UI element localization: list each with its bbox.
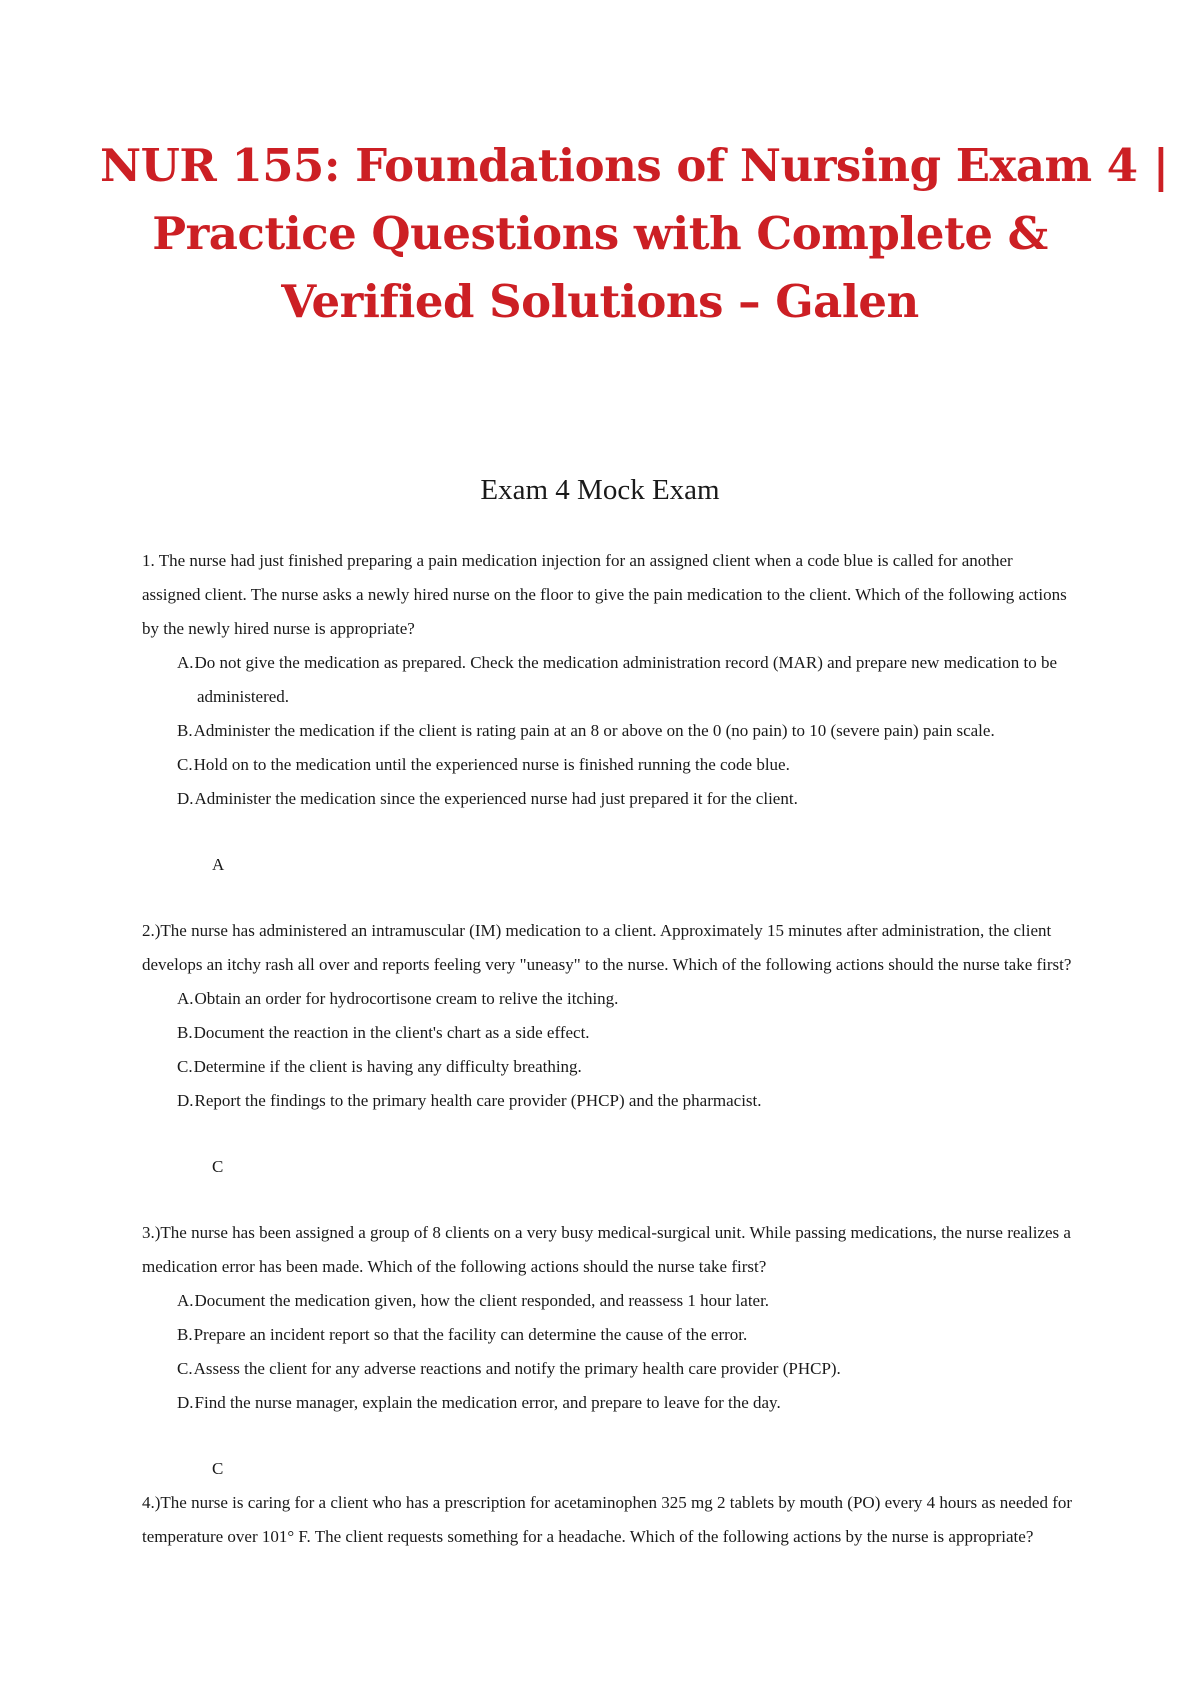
answer-key: C [212,1157,224,1176]
question-3 [142,1216,1072,1486]
option-letter: D. [177,789,194,808]
option-letter: D. [177,1393,194,1412]
option-c [142,748,1072,782]
option-d [142,1386,1072,1420]
question-stem: The nurse had just finished preparing a pain medication injection for an assigned client when a code blue is called for another assigned client. The nurse asks a newly hired nurse on the floor to give the pain medication to the client. Which of the following actions by the newly hired nurse is appropriate? [142,551,1067,638]
option-b [142,1318,1072,1352]
option-b [142,714,1072,748]
document-subtitle: Exam 4 Mock Exam [480,474,720,506]
answer-key: C [212,1459,224,1478]
option-text: Hold on to the medication until the experienced nurse is finished running the code blue. [193,755,790,774]
question-1 [142,544,1072,914]
question-text [142,914,1072,982]
option-d [142,1084,1072,1118]
option-letter: A. [177,989,194,1008]
option-d [142,782,1072,816]
option-letter: B. [177,1325,193,1344]
question-text [142,1486,1072,1554]
option-letter: B. [177,1023,193,1042]
option-text: Determine if the client is having any difficulty breathing. [193,1057,582,1076]
option-text: Obtain an order for hydrocortisone cream to relive the itching. [194,989,619,1008]
question-stem: The nurse is caring for a client who has a prescription for acetaminophen 325 mg 2 tablets by mouth (PO) every 4 hours as needed for temperature over 101° F. The client requests something for a headache. Which of the following actions by the nurse is appropriate? [142,1493,1073,1546]
answer-key: A [212,855,225,874]
question-list [142,544,1072,1554]
question-stem: The nurse has administered an intramuscular (IM) medication to a client. Approximately 15 minutes after administration, the client develops an itchy rash all over and reports feeling very "uneasy" to the nurse. Which of the following actions should the nurse take first? [142,921,1072,974]
option-text: Document the medication given, how the client responded, and reassess 1 hour later. [194,1291,770,1310]
option-list [142,982,1072,1118]
option-a [142,646,1072,714]
option-a [142,982,1072,1016]
question-number: 1. [142,551,155,570]
option-text: Assess the client for any adverse reactions and notify the primary health care provider (PHCP). [193,1359,841,1378]
title-line-3: Verified Solutions – Galen [281,275,919,328]
option-letter: C. [177,1359,193,1378]
option-letter: A. [177,653,194,672]
option-c [142,1050,1072,1084]
option-text: Administer the medication since the experienced nurse had just prepared it for the client. [194,789,798,808]
question-text [142,1216,1072,1284]
question-2 [142,914,1072,1216]
option-text: Administer the medication if the client is rating pain at an 8 or above on the 0 (no pain) to 10 (severe pain) pain scale. [193,721,995,740]
option-text: Report the findings to the primary health care provider (PHCP) and the pharmacist. [194,1091,762,1110]
option-list [142,646,1072,816]
option-text: Find the nurse manager, explain the medication error, and prepare to leave for the day. [194,1393,781,1412]
option-a [142,1284,1072,1318]
option-letter: A. [177,1291,194,1310]
option-c [142,1352,1072,1386]
option-text: Prepare an incident report so that the facility can determine the cause of the error. [193,1325,748,1344]
option-text: Document the reaction in the client's chart as a side effect. [193,1023,590,1042]
question-4 [142,1486,1072,1554]
option-letter: B. [177,721,193,740]
option-letter: D. [177,1091,194,1110]
question-number: 2.) [142,921,161,940]
question-stem: The nurse has been assigned a group of 8 clients on a very busy medical-surgical unit. While passing medications, the nurse realizes a medication error has been made. Which of the following actions should the nurse take first? [142,1223,1071,1276]
question-text [142,544,1072,646]
question-number: 3.) [142,1223,161,1242]
document-title [100,132,1169,336]
option-letter: C. [177,755,193,774]
option-b [142,1016,1072,1050]
question-number: 4.) [142,1493,161,1512]
title-line-1: NUR 155: Foundations of Nursing Exam 4 | [100,139,1169,192]
option-letter: C. [177,1057,193,1076]
option-text: Do not give the medication as prepared. Check the medication administration record (MAR) and prepare new medication to be administered. [194,653,1057,706]
title-line-2: Practice Questions with Complete & [152,207,1048,260]
option-list [142,1284,1072,1420]
